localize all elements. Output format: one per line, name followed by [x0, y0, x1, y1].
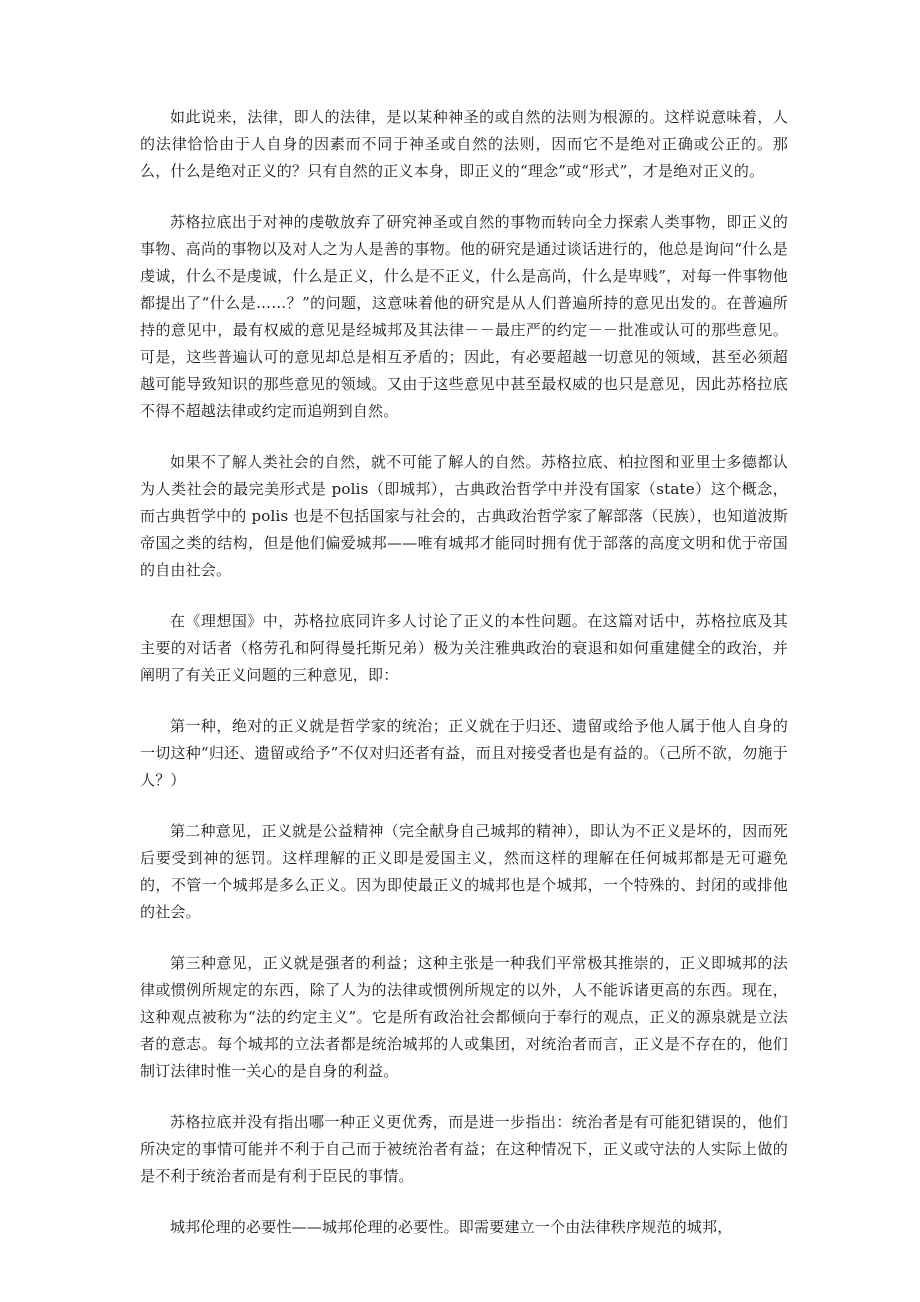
document-page: [140, 104, 788, 1265]
paragraph-9: 城邦伦理的必要性——城邦伦理的必要性。即需要建立一个由法律秩序规范的城邦，: [170, 1218, 733, 1236]
paragraph-1: 如此说来，法律，即人的法律，是以某种神圣的或自然的法则为根源的。这样说意味着，人的法律恰恰由于人自身的因素而不同于神圣或自然的法则，因而它不是绝对正确或公正的。那么，什么是绝对正义的？只有自然的正义本身，即正义的“理念”或“形式”，才是绝对正义的。: [140, 108, 788, 180]
paragraph-6: 第二种意见，正义就是公益精神（完全献身自己城邦的精神），即认为不正义是坏的，因而死后要受到神的惩罚。这样理解的正义即是爱国主义，然而这样的理解在任何城邦都是无可避免的，不管一个城邦是多么正义。因为即使最正义的城邦也是个城邦，一个特殊的、封闭的或排他的社会。: [140, 822, 788, 921]
paragraph-8: 苏格拉底并没有指出哪一种正义更优秀，而是进一步指出：统治者是有可能犯错误的，他们所决定的事情可能并不利于自己而于被统治者有益；在这种情况下，正义或守法的人实际上做的是不利于统治者而是有利于臣民的事情。: [140, 1113, 788, 1185]
paragraph-3: 如果不了解人类社会的自然，就不可能了解人的自然。苏格拉底、柏拉图和亚里士多德都认为人类社会的最完美形式是 polis（即城邦），古典政治哲学中并没有国家（state）这个概念，而古典哲学中的 polis 也是不包括国家与社会的，古典政治哲学家了解部落（民族），也知道波斯帝国之类的结构，但是他们偏爱城邦——唯有城邦才能同时拥有优于部落的高度文明和优于帝国的自由社会。: [140, 453, 788, 579]
paragraph-4: 在《理想国》中，苏格拉底同许多人讨论了正义的本性问题。在这篇对话中，苏格拉底及其主要的对话者（格劳孔和阿得曼托斯兄弟）极为关注雅典政治的衰退和如何重建健全的政治，并阐明了有关正义问题的三种意见，即：: [140, 612, 788, 684]
paragraph-7: 第三种意见，正义就是强者的利益；这种主张是一种我们平常极其推崇的，正义即城邦的法律或惯例所规定的东西，除了人为的法律或惯例所规定的以外，人不能诉诸更高的东西。现在，这种观点被称为“法的约定主义”。它是所有政治社会都倾向于奉行的观点，正义的源泉就是立法者的意志。每个城邦的立法者都是统治城邦的人或集团，对统治者而言，正义是不存在的，他们制订法律时惟一关心的是自身的利益。: [140, 954, 788, 1080]
paragraph-2: 苏格拉底出于对神的虔敬放弃了研究神圣或自然的事物而转向全力探索人类事物，即正义的事物、高尚的事物以及对人之为人是善的事物。他的研究是通过谈话进行的，他总是询问“什么是虔诚，什么不是虔诚，什么是正义，什么是不正义，什么是高尚，什么是卑贱”，对每一件事物他都提出了“什么是……？”的问题，这意味着他的研究是从人们普遍所持的意见出发的。在普遍所持的意见中，最有权威的意见是经城邦及其法律－－最庄严的约定－－批准或认可的那些意见。可是，这些普遍认可的意见却总是相互矛盾的；因此，有必要超越一切意见的领域，甚至必须超越可能导致知识的那些意见的领域。又由于这些意见中甚至最权威的也只是意见，因此苏格拉底不得不超越法律或约定而追朔到自然。: [140, 213, 788, 420]
paragraph-5: 第一种，绝对的正义就是哲学家的统治；正义就在于归还、遗留或给予他人属于他人自身的一切这种“归还、遗留或给予”不仅对归还者有益，而且对接受者也是有益的。（己所不欲，勿施于人？）: [140, 717, 788, 789]
